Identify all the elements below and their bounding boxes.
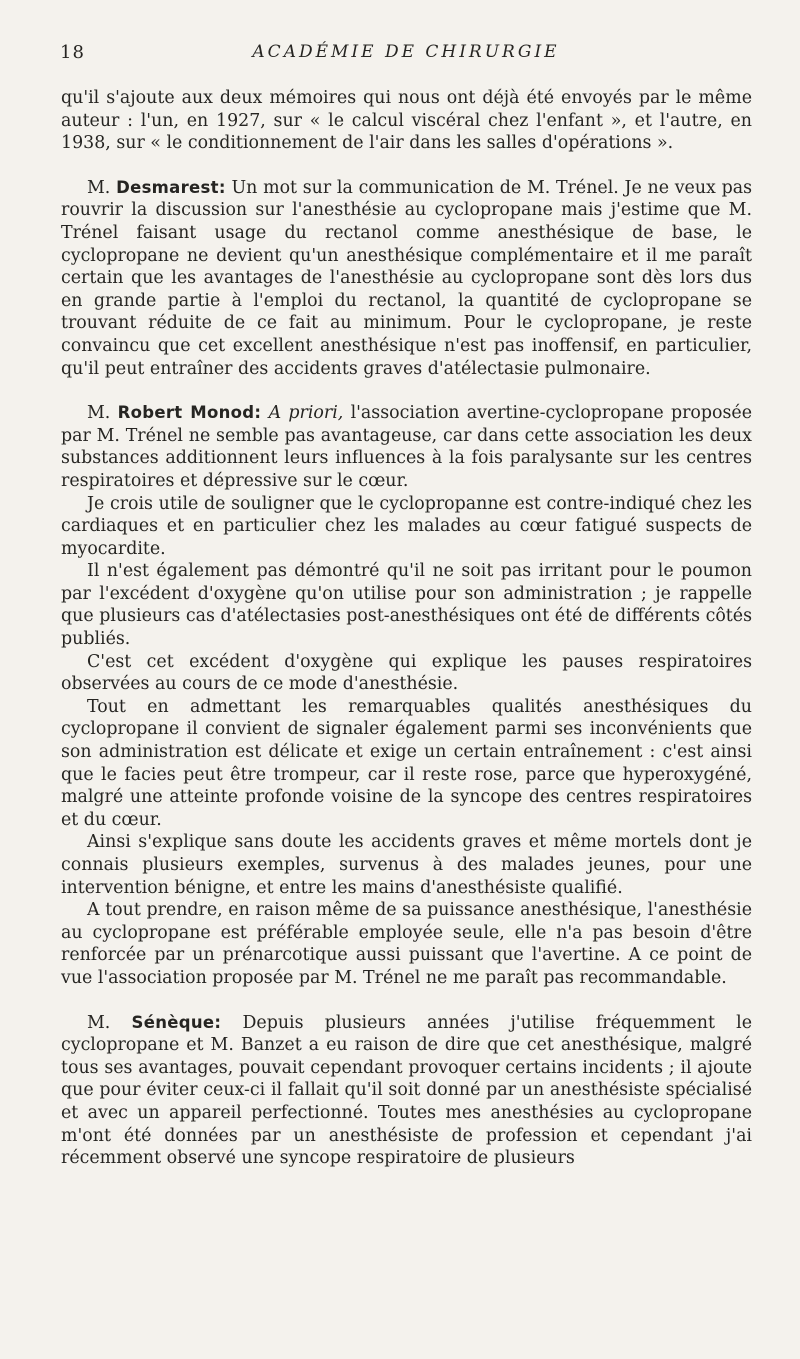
monod-paragraph-4: C'est cet excédent d'oxygène qui explique les pauses respiratoires observées au cours de ce mode d'anesthésie. (61, 651, 752, 695)
monod-paragraph (61, 402, 752, 492)
monod-paragraph-3: Il n'est également pas démontré qu'il ne soit pas irritant pour le poumon par l'excédent d'oxygène qu'on utilise pour son administration ; je rappelle que plusieurs cas d'atélectasies post-anesthésiques ont été de différents côtés publiés. (61, 561, 752, 650)
paragraph-gap (61, 990, 752, 1012)
speaker-name-desmarest: Desmarest (116, 177, 219, 197)
speaker-colon: : (218, 177, 226, 197)
running-title: ACADÉMIE DE CHIRURGIE (252, 42, 560, 62)
seneque-paragraph (61, 1012, 752, 1170)
monod-paragraph-5: Tout en admettant les remarquables qualités anesthésiques du cyclopropane il convient de signaler également parmi ses inconvénients que son administration est délicate et exige un certain entraînement : c'est ainsi que le facies peut être trompeur, car il reste rose, parce que hyperoxygéné, malgré une atteinte profonde voisine de la syncope des centres respiratoires et du cœur. (61, 696, 752, 830)
speaker-colon: : (214, 1012, 222, 1032)
document-body (61, 87, 752, 1170)
desmarest-paragraph (61, 177, 752, 380)
speaker-title: M. (87, 177, 111, 198)
page-number: 18 (60, 42, 85, 63)
speaker-colon: : (254, 403, 262, 423)
monod-paragraph-2: Je crois utile de souligner que le cyclopropanne est contre-indiqué chez les cardiaques et en particulier chez les malades au cœur fatigué suspects de myocardite. (61, 493, 752, 559)
paragraph-gap (61, 380, 752, 402)
page-header (60, 42, 752, 68)
paragraph-gap (61, 155, 752, 177)
monod-paragraph-7: A tout prendre, en raison même de sa puissance anesthésique, l'anesthésie au cyclopropane est préférable employée seule, elle n'a pas besoin d'être renforcée par un prénarcotique aussi puissant que l'avertine. A ce point de vue l'association proposée par M. Trénel ne me paraît pas recommandable. (61, 900, 752, 988)
speaker-title: M. (87, 1012, 111, 1033)
speaker-title: M. (87, 403, 111, 424)
desmarest-text: Un mot sur la communication de M. Trénel. Je ne veux pas rouvrir la discussion sur l'anesthésie au cyclopropane mais j'estime que M. Trénel faisant usage du rectanol comme anesthésique de base, le cyclopropane ne devient qu'un anesthésique complémentaire et il me paraît certain que les avantages de l'anesthésie au cyclopropane sont dès lors dus en grande partie à l'emploi du rectanol, la quantité de cyclopropane se trouvant réduite de ce fait au minimum. Pour le cyclopropane, je reste convaincu que cet excellent anesthésique n'est pas inoffensif, en particulier, qu'il peut entraîner des accidents graves d'atélectasie pulmonaire. (61, 177, 752, 379)
italic-lead: A priori, (268, 403, 344, 424)
speaker-name-monod: Robert Monod (117, 403, 255, 423)
seneque-text: Depuis plusieurs années j'utilise fréquemment le cyclopropane et M. Banzet a eu raison de dire que cet anesthésique, malgré tous ses avantages, pouvait cependant provoquer certains incidents ; il ajoute que pour éviter ceux-ci il fallait qu'il soit donné par un anesthésiste spécialisé et avec un appareil perfectionné. Toutes mes anesthésies au cyclopropane m'ont été données par un anesthésiste de profession et cependant j'ai récemment observé une syncope respiratoire de plusieurs (61, 1012, 752, 1169)
monod-paragraph-6: Ainsi s'explique sans doute les accidents graves et même mortels dont je connais plusieurs exemples, survenus à des malades jeunes, pour une intervention bénigne, et entre les mains d'anesthésiste qualifié. (61, 832, 752, 898)
speaker-name-seneque: Sénèque (131, 1012, 215, 1032)
monod-text: l'association avertine-cyclopropane proposée par M. Trénel ne semble pas avantageuse, car dans cette association les deux substances additionnent leurs influences à la fois paralysante sur les centres respiratoires et dépressive sur le cœur. (61, 403, 752, 491)
paragraph-continuation: qu'il s'ajoute aux deux mémoires qui nous ont déjà été envoyés par le même auteur : l'un, en 1927, sur « le calcul viscéral chez l'enfant », et l'autre, en 1938, sur « le conditionnement de l'air dans les salles d'opérations ». (61, 88, 752, 154)
